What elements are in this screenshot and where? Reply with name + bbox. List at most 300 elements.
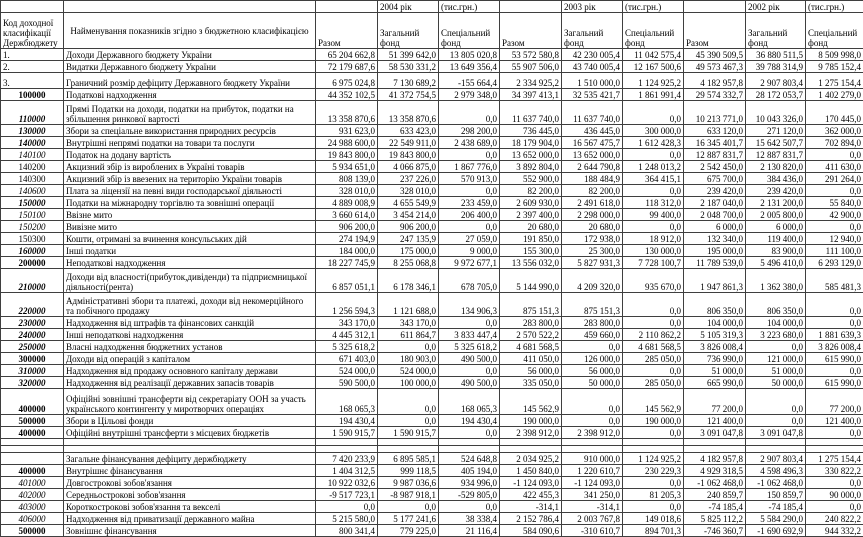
row-code: 401000 (1, 477, 64, 489)
row-name: Зовнішнє фінансування (64, 525, 316, 537)
value-cell: 0,0 (378, 501, 439, 513)
value-cell: 12 887 831,7 (684, 149, 746, 161)
value-cell: 5 325 618,2 (316, 341, 378, 353)
value-cell: 2 491 618,0 (562, 197, 623, 209)
row-code: 150200 (1, 221, 64, 233)
value-cell: 0,0 (806, 317, 863, 329)
value-cell: 230 229,3 (623, 465, 684, 477)
value-cell: 77 200,0 (806, 389, 863, 415)
value-cell (439, 446, 500, 453)
row-code: 130000 (1, 125, 64, 137)
value-cell: 343 170,0 (316, 317, 378, 329)
value-cell: 875 151,3 (562, 293, 623, 317)
table-row (1, 221, 863, 233)
value-cell: 9 785 152,4 (806, 61, 863, 73)
value-cell: 0,0 (623, 317, 684, 329)
row-name: Доходи від власності(прибуток,дивіденди) та підприємницької діяльності(рента) (64, 269, 316, 293)
value-cell: 5 827 931,3 (562, 257, 623, 269)
row-name (64, 446, 316, 453)
spacer-cell (500, 1, 562, 13)
value-cell: 45 390 509,5 (684, 49, 746, 61)
value-cell: -529 805,0 (439, 489, 500, 501)
row-code: 140600 (1, 185, 64, 197)
value-cell: 36 880 511,5 (746, 49, 806, 61)
value-cell (378, 439, 439, 446)
value-cell: 39 788 314,9 (746, 61, 806, 73)
value-cell: 240 822,2 (806, 513, 863, 525)
row-code: 300000 (1, 353, 64, 365)
value-cell: 15 642 507,7 (746, 137, 806, 149)
value-cell: 18 912,0 (623, 233, 684, 245)
value-cell: 34 397 413,1 (500, 89, 562, 101)
row-name: Внутрішнє фінансування (64, 465, 316, 477)
value-cell: 490 500,0 (439, 377, 500, 389)
row-code: 250000 (1, 341, 64, 353)
value-cell: 121 400,0 (806, 415, 863, 427)
subheader-special-fund-2004: Спеціальний фонд (439, 13, 500, 49)
value-cell: 50 000,0 (562, 377, 623, 389)
row-code: 1. (1, 49, 64, 61)
value-cell: 7 728 100,7 (623, 257, 684, 269)
value-cell: 0,0 (623, 293, 684, 317)
row-name: Надходження від штрафів та фінансових санкцій (64, 317, 316, 329)
value-cell: 9 000,0 (439, 245, 500, 257)
table-row (1, 453, 863, 465)
value-cell: 910 000,0 (562, 453, 623, 465)
value-cell: 194 430,4 (316, 415, 378, 427)
value-cell: 906 200,0 (316, 221, 378, 233)
value-cell: 2 609 930,0 (500, 197, 562, 209)
value-cell: 118 312,0 (623, 197, 684, 209)
value-cell: 16 567 475,7 (562, 137, 623, 149)
spacer-cell (684, 1, 746, 13)
subheader-special-fund-2002: Спеціальний фонд (806, 13, 863, 49)
year-label-2004: 2004 рік (378, 1, 439, 13)
value-cell: 343 170,0 (378, 317, 439, 329)
value-cell: 875 151,3 (500, 293, 562, 317)
value-cell: 119 400,0 (746, 233, 806, 245)
column-header-row (1, 13, 863, 49)
value-cell: 0,0 (439, 185, 500, 197)
value-cell: 170 445,0 (806, 101, 863, 125)
value-cell: 1 404 312,5 (316, 465, 378, 477)
row-code: 3. (1, 73, 64, 89)
table-row (1, 257, 863, 269)
row-code: 140100 (1, 149, 64, 161)
value-cell: 32 535 421,7 (562, 89, 623, 101)
value-cell: 150 859,7 (746, 489, 806, 501)
value-cell: 0,0 (378, 415, 439, 427)
value-cell: 3 091 047,8 (746, 427, 806, 439)
value-cell: 2 005 800,0 (746, 209, 806, 221)
row-code: 220000 (1, 293, 64, 317)
table-row (1, 233, 863, 245)
value-cell: 168 065,3 (316, 389, 378, 415)
value-cell: 570 913,0 (439, 173, 500, 185)
row-name: Видатки Державного бюджету України (64, 61, 316, 73)
value-cell: -1 690 692,9 (746, 525, 806, 537)
value-cell: 0,0 (562, 415, 623, 427)
value-cell: 0,0 (806, 149, 863, 161)
value-cell: 4 066 875,0 (378, 161, 439, 173)
value-cell: 240 859,7 (684, 489, 746, 501)
row-name: Короткострокові зобов'язання та векселі (64, 501, 316, 513)
value-cell: 24 988 600,0 (316, 137, 378, 149)
value-cell: 935 670,0 (623, 269, 684, 293)
value-cell: 906 200,0 (378, 221, 439, 233)
value-cell: 28 172 053,7 (746, 89, 806, 101)
table-row (1, 427, 863, 439)
table-row (1, 245, 863, 257)
value-cell: 13 358 870,6 (378, 101, 439, 125)
value-cell: 2 110 862,2 (623, 329, 684, 341)
year-label-2002: 2002 рік (746, 1, 806, 13)
value-cell: 0,0 (378, 389, 439, 415)
value-cell: 6 293 129,0 (806, 257, 863, 269)
value-cell: 2 542 450,0 (684, 161, 746, 173)
value-cell: 11 789 539,0 (684, 257, 746, 269)
value-cell: 121 400,0 (684, 415, 746, 427)
empty-row (1, 446, 863, 453)
value-cell: 2 979 348,0 (439, 89, 500, 101)
value-cell: 27 059,0 (439, 233, 500, 245)
value-cell: 384 436,0 (746, 173, 806, 185)
value-cell: 615 990,0 (806, 353, 863, 365)
value-cell: 7 130 689,2 (378, 73, 439, 89)
row-name: Податкові надходження (64, 89, 316, 101)
value-cell: 5 105 319,3 (684, 329, 746, 341)
value-cell: 0,0 (562, 341, 623, 353)
value-cell: 206 400,0 (439, 209, 500, 221)
value-cell: 43 740 005,4 (562, 61, 623, 73)
value-cell: 590 500,0 (316, 377, 378, 389)
value-cell: -314,1 (562, 501, 623, 513)
value-cell: 6 895 585,1 (378, 453, 439, 465)
value-cell: 6 000,0 (746, 221, 806, 233)
value-cell: 490 500,0 (439, 353, 500, 365)
row-code: 400000 (1, 465, 64, 477)
value-cell: 2 298 000,0 (562, 209, 623, 221)
value-cell: 82 200,0 (500, 185, 562, 197)
spacer-cell (316, 1, 378, 13)
value-cell: 25 300,0 (562, 245, 623, 257)
value-cell: 1 510 000,0 (562, 73, 623, 89)
value-cell: 0,0 (623, 501, 684, 513)
value-cell: 4 681 568,5 (623, 341, 684, 353)
value-cell: 330 822,2 (806, 465, 863, 477)
value-cell: 633 120,0 (684, 125, 746, 137)
subheader-general-fund-2003: Загальний фонд (562, 13, 623, 49)
row-code: 310000 (1, 365, 64, 377)
value-cell: 42 230 005,4 (562, 49, 623, 61)
value-cell: 247 135,9 (378, 233, 439, 245)
value-cell: 335 050,0 (500, 377, 562, 389)
value-cell: 5 177 241,6 (378, 513, 439, 525)
value-cell: 90 000,0 (806, 489, 863, 501)
row-code: 240000 (1, 329, 64, 341)
value-cell: 6 000,0 (684, 221, 746, 233)
row-code: 2. (1, 61, 64, 73)
value-cell: 5 325 618,2 (439, 341, 500, 353)
value-cell: 1 590 915,7 (316, 427, 378, 439)
value-cell: 145 562,9 (623, 389, 684, 415)
row-name: Надходження від реалізації державних запасів товарів (64, 377, 316, 389)
value-cell (623, 439, 684, 446)
row-name: Інші неподаткові надходження (64, 329, 316, 341)
value-cell: 5 825 112,2 (684, 513, 746, 525)
value-cell: 422 455,3 (500, 489, 562, 501)
value-cell (500, 446, 562, 453)
value-cell: 4 445 312,1 (316, 329, 378, 341)
value-cell: 134 906,3 (439, 293, 500, 317)
value-cell: 4 598 496,3 (746, 465, 806, 477)
value-cell: 172 938,0 (562, 233, 623, 245)
value-cell: 0,0 (806, 427, 863, 439)
value-cell: 16 345 401,7 (684, 137, 746, 149)
value-cell: 615 990,0 (806, 377, 863, 389)
value-cell: 0,0 (806, 293, 863, 317)
value-cell (746, 439, 806, 446)
table-row (1, 465, 863, 477)
year-header-row (1, 1, 863, 13)
value-cell: 38 338,4 (439, 513, 500, 525)
value-cell: 931 623,0 (316, 125, 378, 137)
value-cell: 3 223 680,0 (746, 329, 806, 341)
value-cell: 7 420 233,9 (316, 453, 378, 465)
value-cell: 3 892 804,0 (500, 161, 562, 173)
value-cell: 0,0 (623, 185, 684, 197)
value-cell: 100 000,0 (378, 377, 439, 389)
value-cell: 411 050,0 (500, 353, 562, 365)
value-cell: 0,0 (562, 389, 623, 415)
row-name: Ввізне мито (64, 209, 316, 221)
value-cell: -1 062 468,0 (684, 477, 746, 489)
value-cell: 675 700,0 (684, 173, 746, 185)
row-name: Вивізне мито (64, 221, 316, 233)
value-cell: 190 000,0 (623, 415, 684, 427)
table-row (1, 137, 863, 149)
value-cell: 944 332,2 (806, 525, 863, 537)
value-cell: 1 256 594,3 (316, 293, 378, 317)
row-code: 140200 (1, 161, 64, 173)
table-row (1, 197, 863, 209)
table-row (1, 73, 863, 89)
row-code: 230000 (1, 317, 64, 329)
value-cell: 524 000,0 (316, 365, 378, 377)
value-cell: 2 907 803,4 (746, 453, 806, 465)
table-row (1, 173, 863, 185)
value-cell: 99 400,0 (623, 209, 684, 221)
value-cell: 51 000,0 (746, 365, 806, 377)
value-cell (439, 439, 500, 446)
row-name: Граничний розмір дефіциту Державного бюджету України (64, 73, 316, 89)
value-cell: 283 800,0 (562, 317, 623, 329)
row-name: Збори в Цільові фонди (64, 415, 316, 427)
value-cell: -1 062 468,0 (746, 477, 806, 489)
value-cell: 736 445,0 (500, 125, 562, 137)
value-cell: -74 185,4 (684, 501, 746, 513)
row-name: Інші податки (64, 245, 316, 257)
row-code (1, 439, 64, 446)
value-cell: 283 800,0 (500, 317, 562, 329)
value-cell: 585 481,3 (806, 269, 863, 293)
row-name: Неподаткові надходження (64, 257, 316, 269)
value-cell (806, 439, 863, 446)
value-cell: 22 549 911,0 (378, 137, 439, 149)
value-cell: 56 000,0 (500, 365, 562, 377)
table-row (1, 101, 863, 125)
value-cell: -310 610,7 (562, 525, 623, 537)
value-cell: 3 660 614,0 (316, 209, 378, 221)
table-row (1, 377, 863, 389)
value-cell: 584 090,6 (500, 525, 562, 537)
value-cell: 0,0 (806, 365, 863, 377)
value-cell: 233 459,0 (439, 197, 500, 209)
value-cell: 633 423,0 (378, 125, 439, 137)
value-cell: 736 990,0 (684, 353, 746, 365)
value-cell: 1 275 154,4 (806, 453, 863, 465)
value-cell: 145 562,9 (500, 389, 562, 415)
value-cell: 0,0 (439, 427, 500, 439)
row-code: 150100 (1, 209, 64, 221)
value-cell: 21 116,4 (439, 525, 500, 537)
value-cell: 2 907 803,4 (746, 73, 806, 89)
value-cell: 155 300,0 (500, 245, 562, 257)
table-row (1, 501, 863, 513)
value-cell: 362 000,0 (806, 125, 863, 137)
row-code: 150300 (1, 233, 64, 245)
empty-row (1, 439, 863, 446)
table-row (1, 185, 863, 197)
corner-cell-code (1, 1, 64, 13)
value-cell: 1 861 991,4 (623, 89, 684, 101)
value-cell: 0,0 (746, 389, 806, 415)
value-cell: -9 517 723,1 (316, 489, 378, 501)
value-cell: 6 857 051,1 (316, 269, 378, 293)
value-cell (316, 439, 378, 446)
value-cell: 1 947 861,3 (684, 269, 746, 293)
row-code (1, 446, 64, 453)
value-cell: -1 124 093,0 (500, 477, 562, 489)
value-cell: 1 612 428,3 (623, 137, 684, 149)
value-cell: 678 705,0 (439, 269, 500, 293)
value-cell: 11 637 740,0 (562, 101, 623, 125)
subheader-general-fund-2002: Загальний фонд (746, 13, 806, 49)
value-cell: 18 227 745,9 (316, 257, 378, 269)
value-cell: 188 484,9 (562, 173, 623, 185)
value-cell: 180 903,0 (378, 353, 439, 365)
table-row (1, 489, 863, 501)
value-cell: 239 420,0 (684, 185, 746, 197)
value-cell: 4 182 957,8 (684, 73, 746, 89)
value-cell: 44 352 102,5 (316, 89, 378, 101)
row-code: 500000 (1, 525, 64, 537)
value-cell: 405 194,0 (439, 465, 500, 477)
value-cell: 10 922 032,6 (316, 477, 378, 489)
value-cell: 1 450 840,0 (500, 465, 562, 477)
value-cell: 65 204 662,8 (316, 49, 378, 61)
value-cell: 149 018,6 (623, 513, 684, 525)
value-cell: 41 372 754,5 (378, 89, 439, 101)
value-cell (806, 446, 863, 453)
value-cell: 0,0 (439, 317, 500, 329)
value-cell: 0,0 (378, 341, 439, 353)
value-cell: 2 570 522,2 (500, 329, 562, 341)
table-row (1, 161, 863, 173)
value-cell: 12 167 500,6 (623, 61, 684, 73)
value-cell: 0,0 (806, 477, 863, 489)
subheader-special-fund-2003: Спеціальний фонд (623, 13, 684, 49)
value-cell: 58 530 331,2 (378, 61, 439, 73)
value-cell: 4 182 957,8 (684, 453, 746, 465)
value-cell: 5 215 580,0 (316, 513, 378, 525)
table-row (1, 209, 863, 221)
table-body (1, 49, 863, 537)
value-cell: 665 990,0 (684, 377, 746, 389)
value-cell: 1 362 380,0 (746, 269, 806, 293)
value-cell: 83 900,0 (746, 245, 806, 257)
value-cell: 8 255 068,8 (378, 257, 439, 269)
value-cell: 2 048 700,0 (684, 209, 746, 221)
table-row (1, 317, 863, 329)
value-cell: 1 220 610,7 (562, 465, 623, 477)
row-code: 200000 (1, 257, 64, 269)
value-cell: 779 225,0 (378, 525, 439, 537)
row-name: Податки на міжнародну торгівлю та зовнішні операції (64, 197, 316, 209)
value-cell: 5 584 290,0 (746, 513, 806, 525)
row-name: Загальне фінансування дефіциту держбюджету (64, 453, 316, 465)
subheader-total-2004: Разом (316, 13, 378, 49)
row-name: Офіційні зовнішні трансферти від секретаріату ООН за участь українського контингенту у миротворчих операціях (64, 389, 316, 415)
row-code: 140300 (1, 173, 64, 185)
value-cell: 806 350,0 (746, 293, 806, 317)
table-row (1, 513, 863, 525)
value-cell: 12 887 831,7 (746, 149, 806, 161)
value-cell: 13 652 000,0 (562, 149, 623, 161)
value-cell: 6 178 346,1 (378, 269, 439, 293)
value-cell: 1 275 154,4 (806, 73, 863, 89)
value-cell: 2 152 786,4 (500, 513, 562, 525)
value-cell: 5 496 410,0 (746, 257, 806, 269)
value-cell: 999 118,5 (378, 465, 439, 477)
value-cell: 411 630,0 (806, 161, 863, 173)
value-cell: 552 900,0 (500, 173, 562, 185)
value-cell: 195 000,0 (684, 245, 746, 257)
row-name: Прямі Податки на доходи, податки на прибуток, податки на збільшення ринкової вартості (64, 101, 316, 125)
value-cell: 13 358 870,6 (316, 101, 378, 125)
value-cell: 4 929 318,5 (684, 465, 746, 477)
value-cell: 0,0 (623, 365, 684, 377)
row-name: Довгострокові зобов'язання (64, 477, 316, 489)
value-cell: 13 652 000,0 (500, 149, 562, 161)
value-cell: 0,0 (746, 415, 806, 427)
value-cell: 800 341,4 (316, 525, 378, 537)
row-name: Надходження від приватизації державного майна (64, 513, 316, 525)
value-cell: 0,0 (439, 365, 500, 377)
unit-label-2004: (тис.грн.) (439, 1, 500, 13)
value-cell: 13 556 032,0 (500, 257, 562, 269)
value-cell: 49 573 467,3 (684, 61, 746, 73)
row-name: Внутрішні непрямі податки на товари та послуги (64, 137, 316, 149)
value-cell: 1 124 925,2 (623, 453, 684, 465)
value-cell: 611 864,7 (378, 329, 439, 341)
value-cell (316, 446, 378, 453)
row-name: Збори за спеціальне використання природних ресурсів (64, 125, 316, 137)
value-cell: 5 934 651,0 (316, 161, 378, 173)
value-cell: 364 415,1 (623, 173, 684, 185)
value-cell: 53 572 580,8 (500, 49, 562, 61)
row-code: 320000 (1, 377, 64, 389)
